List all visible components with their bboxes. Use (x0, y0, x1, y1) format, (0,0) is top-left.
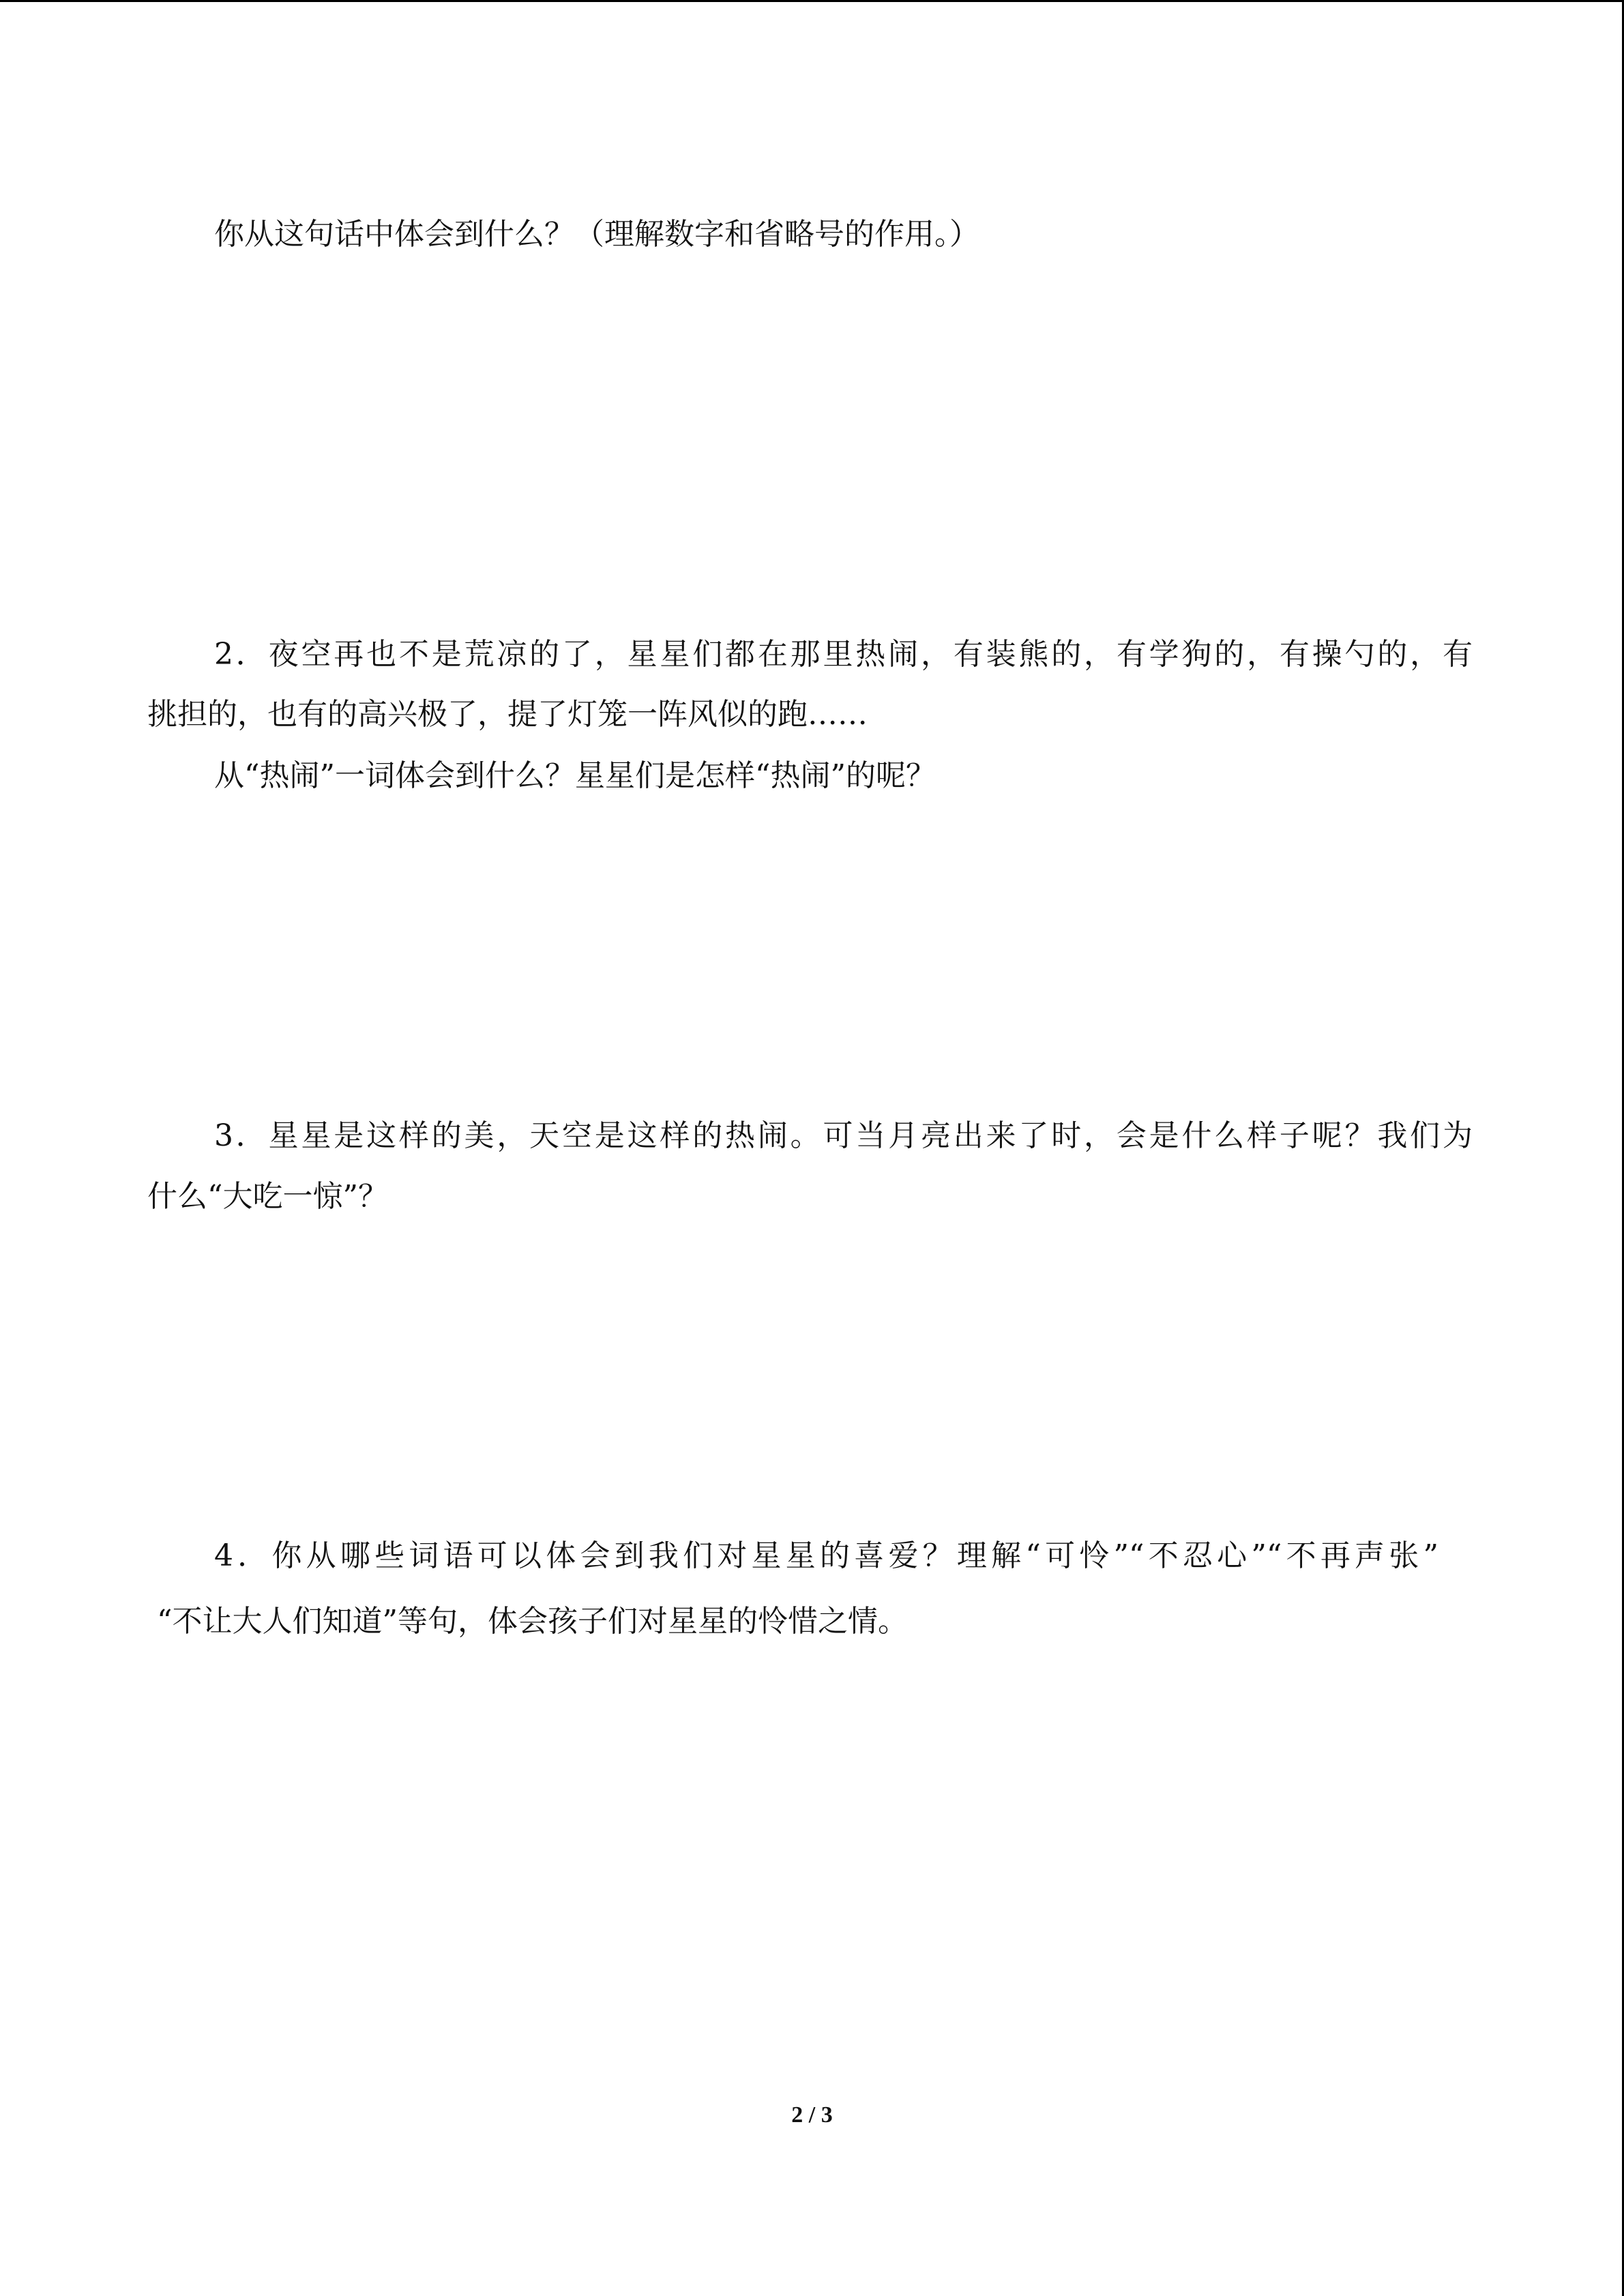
intro-question: 你从这句话中体会到什么？（理解数字和省略号的作用。） (214, 217, 979, 252)
question-4-line-1: 4．你从哪些词语可以体会到我们对星星的喜爱？理解“可怜”“不忍心”“不再声张” (214, 1538, 1438, 1573)
question-2-line-2: 挑担的，也有的高兴极了，提了灯笼一阵风似的跑…… (147, 697, 868, 732)
question-3-line-1: 3．星星是这样的美，天空是这样的热闹。可当月亮出来了时，会是什么样子呢？我们为 (214, 1118, 1473, 1153)
question-4-line-2: “不让大人们知道”等句，体会孩子们对星星的怜惜之情。 (157, 1604, 908, 1639)
question-2-line-3: 从“热闹”一词体会到什么？星星们是怎样“热闹”的呢？ (214, 758, 936, 793)
page-number: 2 / 3 (791, 2102, 833, 2128)
question-3-line-2: 什么“大吃一惊”？ (147, 1179, 388, 1214)
question-2-line-1: 2．夜空再也不是荒凉的了，星星们都在那里热闹，有装熊的，有学狗的，有操勺的，有 (214, 637, 1473, 672)
